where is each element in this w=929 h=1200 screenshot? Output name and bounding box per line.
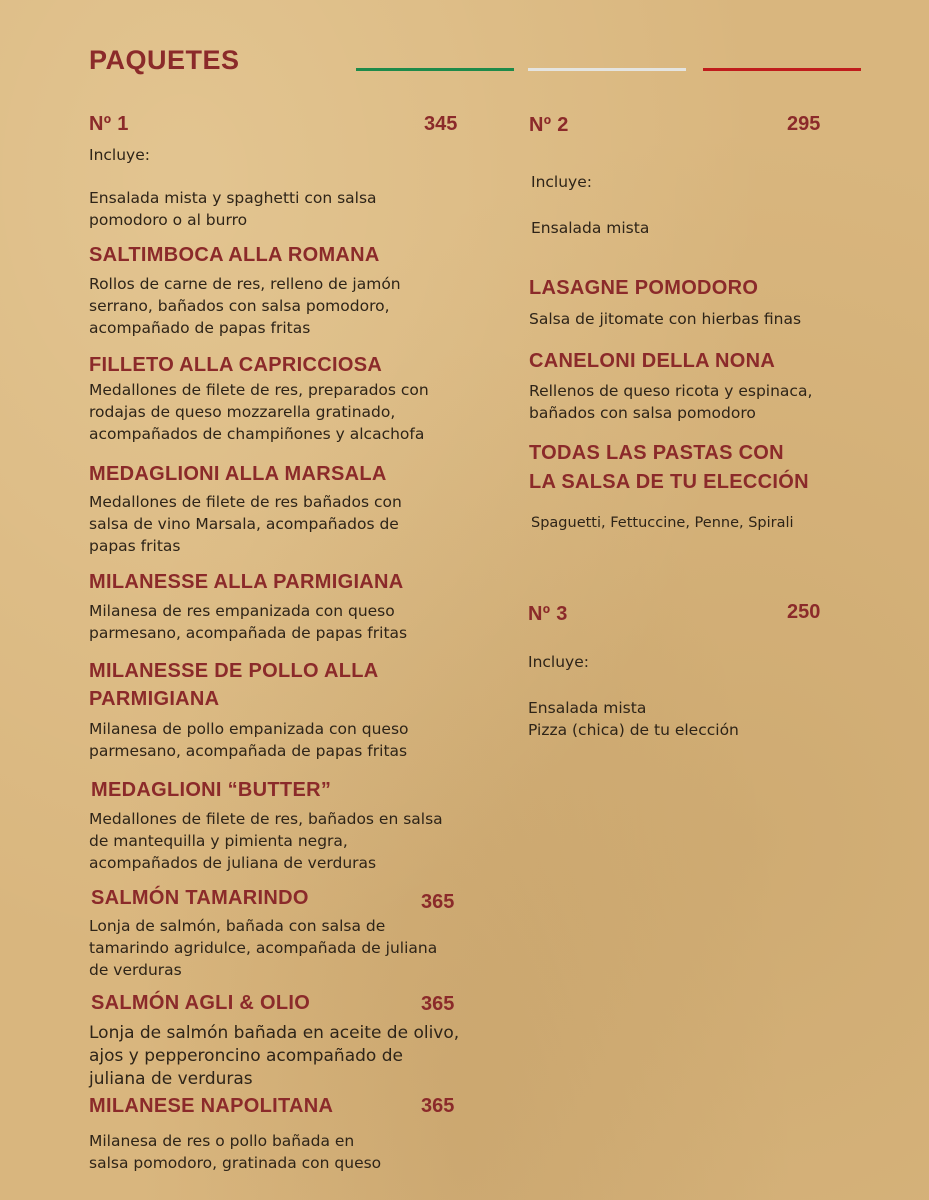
dish-salmon-agli-olio-price: 365 xyxy=(421,993,455,1015)
package-1-includes: Incluye: xyxy=(89,146,150,164)
dish-milanese-napolitana-price: 365 xyxy=(421,1095,455,1117)
description-line: Ensalada mista xyxy=(531,219,650,237)
dish-filleto-name: FILLETO ALLA CAPRICCIOSA xyxy=(89,354,383,376)
dish-milanese-napolitana-name: MILANESE NAPOLITANA xyxy=(89,1095,334,1117)
description-line: Medallones de filete de res, bañados en salsa xyxy=(89,810,443,828)
description-line: Ensalada mista xyxy=(528,699,647,717)
description-line: de mantequilla y pimienta negra, xyxy=(89,832,348,850)
description-line: serrano, bañados con salsa pomodoro, xyxy=(89,297,390,315)
dish-lasagne-description xyxy=(529,308,801,330)
package-2-label: Nº 2 xyxy=(529,114,569,136)
package-2-description xyxy=(531,217,649,239)
description-line: juliana de verduras xyxy=(89,1069,253,1089)
description-line: papas fritas xyxy=(89,537,181,555)
description-line: acompañados de champiñones y alcachofa xyxy=(89,425,425,443)
stripe-green xyxy=(356,68,514,71)
dish-saltimboca-description xyxy=(89,273,401,339)
description-line: salsa pomodoro, gratinada con queso xyxy=(89,1154,382,1172)
description-line: ajos y pepperoncino acompañado de xyxy=(89,1046,403,1066)
dish-medaglioni-marsala-name: MEDAGLIONI ALLA MARSALA xyxy=(89,463,387,485)
package-3-includes: Incluye: xyxy=(528,653,589,671)
description-line: acompañados de juliana de verduras xyxy=(89,854,377,872)
description-line: rodajas de queso mozzarella gratinado, xyxy=(89,403,396,421)
dish-filleto-description xyxy=(89,379,429,445)
package-2-price: 295 xyxy=(787,113,821,135)
dish-milanesse-parmigiana-name: MILANESSE ALLA PARMIGIANA xyxy=(89,571,404,593)
dish-milanese-napolitana-description xyxy=(89,1130,381,1174)
description-line: tamarindo agridulce, acompañada de juliana xyxy=(89,939,438,957)
description-line: Milanesa de res empanizada con queso xyxy=(89,602,395,620)
description-line: Salsa de jitomate con hierbas finas xyxy=(529,310,802,328)
description-line: Ensalada mista y spaghetti con salsa xyxy=(89,189,377,207)
description-line: acompañado de papas fritas xyxy=(89,319,311,337)
description-line: salsa de vino Marsala, acompañados de xyxy=(89,515,399,533)
dish-lasagne-name: LASAGNE POMODORO xyxy=(529,277,759,299)
package-1-label: Nº 1 xyxy=(89,113,129,135)
dish-salmon-tamarindo-price: 365 xyxy=(421,891,455,913)
description-line: Medallones de filete de res bañados con xyxy=(89,493,402,511)
description-line: de verduras xyxy=(89,961,182,979)
dish-medaglioni-marsala-description xyxy=(89,491,402,557)
description-line: Rollos de carne de res, relleno de jamón xyxy=(89,275,401,293)
dish-milanesse-pollo-description xyxy=(89,718,409,762)
dish-name-line: MILANESSE DE POLLO ALLA xyxy=(89,660,379,682)
dish-name-line: TODAS LAS PASTAS CON xyxy=(529,442,784,464)
dish-milanesse-parmigiana-description xyxy=(89,600,407,644)
dish-caneloni-name: CANELONI DELLA NONA xyxy=(529,350,776,372)
dish-name-line: PARMIGIANA xyxy=(89,688,220,710)
package-2-includes: Incluye: xyxy=(531,173,592,191)
description-line: Rellenos de queso ricota y espinaca, xyxy=(529,382,813,400)
package-3-label: Nº 3 xyxy=(528,603,568,625)
dish-salmon-tamarindo-name: SALMÓN TAMARINDO xyxy=(91,887,309,909)
dish-medaglioni-butter-name: MEDAGLIONI “BUTTER” xyxy=(91,779,332,801)
description-line: Pizza (chica) de tu elección xyxy=(528,721,739,739)
dish-salmon-tamarindo-description xyxy=(89,915,437,981)
description-line: pomodoro o al burro xyxy=(89,211,248,229)
package-3-description xyxy=(528,697,739,741)
package-3-price: 250 xyxy=(787,601,821,623)
page-title: PAQUETES xyxy=(89,45,240,75)
package-1-description xyxy=(89,187,377,231)
description-line: Lonja de salmón bañada en aceite de olivo, xyxy=(89,1023,460,1043)
package-1-price: 345 xyxy=(424,113,458,135)
description-line: parmesano, acompañada de papas fritas xyxy=(89,742,408,760)
description-line: Milanesa de res o pollo bañada en xyxy=(89,1132,355,1150)
dish-todas-pastas-description xyxy=(531,512,794,534)
stripe-red xyxy=(703,68,861,71)
dish-name-line: LA SALSA DE TU ELECCIÓN xyxy=(529,471,809,493)
description-line: Lonja de salmón, bañada con salsa de xyxy=(89,917,386,935)
description-line: Medallones de filete de res, preparados con xyxy=(89,381,429,399)
dish-salmon-agli-olio-name: SALMÓN AGLI & OLIO xyxy=(91,992,311,1014)
description-line: Milanesa de pollo empanizada con queso xyxy=(89,720,409,738)
dish-milanesse-pollo-name xyxy=(89,657,379,713)
description-line: Spaguetti, Fettuccine, Penne, Spirali xyxy=(531,515,794,531)
dish-todas-pastas-name xyxy=(529,439,809,497)
stripe-white xyxy=(528,68,686,71)
dish-caneloni-description xyxy=(529,380,812,424)
description-line: parmesano, acompañada de papas fritas xyxy=(89,624,408,642)
description-line: bañados con salsa pomodoro xyxy=(529,404,756,422)
dish-medaglioni-butter-description xyxy=(89,808,443,874)
dish-saltimboca-name: SALTIMBOCA ALLA ROMANA xyxy=(89,244,380,266)
dish-salmon-agli-olio-description xyxy=(89,1022,459,1091)
